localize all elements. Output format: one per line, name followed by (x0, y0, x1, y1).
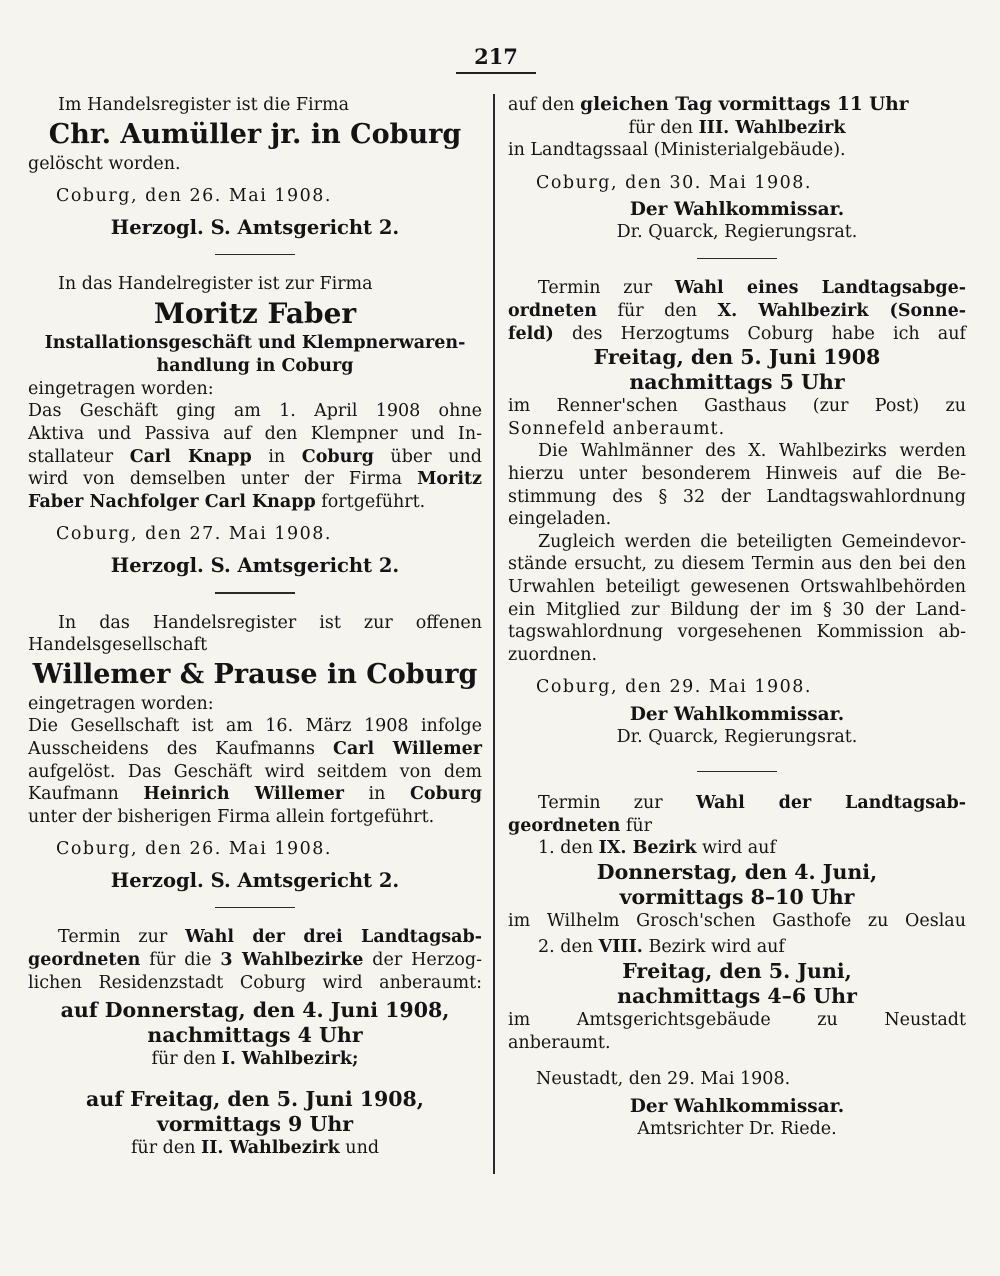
election-district: für den I. Wahlbezirk; (151, 1049, 359, 1070)
notice-text: Die Wahlmänner des X. Wahlbezirks werden (538, 441, 966, 462)
notice-date: Coburg, den 27. Mai 1908. (56, 524, 332, 545)
firm-subtitle: Installationsgeschäft und Klempnerwaren- (44, 332, 466, 353)
election-date: auf Donnerstag, den 4. Juni 1908, (60, 998, 450, 1023)
notice-date: Coburg, den 30. Mai 1908. (536, 172, 812, 193)
commissioner-name: Dr. Quarck, Regierungsrat. (616, 222, 858, 243)
notice-text: stallateur Carl Knapp in Coburg über und (28, 446, 482, 467)
separator (697, 258, 777, 260)
firm-name: Willemer & Prause in Coburg (32, 658, 478, 690)
court-signature: Herzogl. S. Amtsgericht 2. (110, 554, 400, 578)
notice-date: Coburg, den 26. Mai 1908. (56, 186, 332, 207)
firm-name: Chr. Aumüller jr. in Coburg (48, 118, 462, 150)
left-column (28, 94, 482, 1159)
notice-text: auf den gleichen Tag vormittags 11 Uhr (508, 94, 909, 115)
notice-willemer (28, 612, 482, 893)
notice-text: stimmung des § 32 der Landtagswahlordnung (508, 486, 966, 507)
notice-text: zuordnen. (508, 644, 598, 665)
person-name: Carl Knapp (129, 446, 252, 467)
notice-sonnefeld (508, 277, 966, 748)
notice-text: Handelsgesellschaft (28, 635, 208, 656)
notice-text: Termin zur Wahl der Landtagsab- (538, 793, 966, 814)
notice-text: Ausscheidens des Kaufmanns Carl Willemer (28, 738, 482, 759)
notice-landtag-districts (508, 792, 966, 1140)
notice-continuation (508, 94, 966, 244)
notice-text: eingetragen worden: (28, 693, 214, 714)
commissioner-title: Der Wahlkommissar. (629, 199, 845, 221)
notice-text: feld) des Herzogtums Coburg habe ich auf (508, 323, 966, 344)
commissioner-title: Der Wahlkommissar. (629, 1095, 845, 1117)
notice-date: Coburg, den 26. Mai 1908. (56, 839, 332, 860)
place-name: Coburg (409, 784, 482, 805)
notice-text: In das Handelsregister ist zur offenen (58, 612, 482, 633)
election-time: vormittags 9 Uhr (156, 1111, 354, 1136)
notice-aumueller (28, 94, 482, 240)
person-name: Heinrich Willemer (143, 784, 345, 805)
firm-subtitle: handlung in Coburg (156, 355, 354, 376)
election-district: für den II. Wahlbezirk und (130, 1137, 380, 1158)
notice-text: lichen Residenzstadt Coburg wird anberaumt: (28, 972, 482, 993)
notice-text: unter der bisherigen Firma allein fortgeführt. (28, 806, 435, 827)
notice-text: ein Mitglied zur Bildung der im § 30 der Land- (508, 599, 966, 620)
page-number-rule (456, 72, 536, 74)
notice-text: Zugleich werden die beteiligten Gemeindevor- (538, 531, 966, 552)
notice-text: eingeladen. (508, 509, 612, 530)
firm-name: Moritz Faber (153, 296, 357, 330)
commissioner-name: Dr. Quarck, Regierungsrat. (616, 726, 858, 747)
notice-text: Im Handelsregister ist die Firma (58, 95, 350, 115)
separator (215, 592, 295, 594)
notice-text: gelöscht worden. (28, 153, 181, 174)
notice-text: aufgelöst. Das Geschäft wird seitdem von dem (28, 761, 482, 782)
election-time: nachmittags 4–6 Uhr (617, 984, 857, 1009)
notice-text: Termin zur Wahl der drei Landtagsab- (58, 927, 482, 948)
election-district: für den III. Wahlbezirk (628, 117, 846, 138)
notice-text: 1. den IX. Bezirk wird auf (538, 838, 776, 859)
notice-text: wird von demselben unter der Firma Moritz (28, 469, 482, 490)
firm-name-inline: Moritz (417, 469, 482, 490)
notice-text: Faber Nachfolger Carl Knapp fortgeführt. (28, 491, 426, 512)
notice-text: im Renner'schen Gasthaus (zur Post) zu (508, 396, 966, 417)
election-date: Freitag, den 5. Juni 1908 (593, 345, 881, 370)
separator (215, 907, 295, 909)
notice-text: In das Handelregister ist zur Firma (58, 274, 373, 295)
column-divider (493, 94, 495, 1174)
notice-text: Die Gesellschaft ist am 16. März 1908 infolge (28, 716, 482, 737)
court-signature: Herzogl. S. Amtsgericht 2. (110, 215, 400, 239)
notice-text: geordneten für (508, 815, 652, 836)
notice-text: 2. den VIII. Bezirk wird auf (538, 937, 785, 958)
right-column (508, 94, 966, 1140)
notice-text: Aktiva und Passiva auf den Klempner und In- (28, 424, 482, 445)
election-time: nachmittags 5 Uhr (629, 370, 845, 395)
election-date: auf Freitag, den 5. Juni 1908, (86, 1086, 424, 1111)
notice-text: eingetragen worden: (28, 378, 214, 399)
commissioner-name: Amtsrichter Dr. Riede. (637, 1118, 837, 1139)
person-name: Carl Willemer (333, 738, 482, 759)
election-date: Freitag, den 5. Juni, (622, 959, 852, 984)
notice-text: in Landtagssaal (Ministerialgebäude). (508, 140, 846, 161)
notice-landtag-coburg (28, 926, 482, 1159)
place-name: Coburg (301, 446, 374, 467)
notice-text: geordneten für die 3 Wahlbezirke der Herzog- (28, 949, 482, 970)
court-signature: Herzogl. S. Amtsgericht 2. (110, 868, 400, 892)
notice-faber (28, 273, 482, 578)
notice-text: im Amtsgerichtsgebäude zu Neustadt (508, 1010, 966, 1031)
notice-text: im Wilhelm Grosch'schen Gasthofe zu Oeslau (508, 910, 966, 931)
separator (215, 254, 295, 256)
election-date: Donnerstag, den 4. Juni, (596, 859, 878, 884)
page-number: 217 (474, 44, 518, 69)
notice-text: Urwahlen beteiligt gewesenen Ortswahlbehörden (508, 577, 966, 597)
firm-name-inline: Faber Nachfolger Carl Knapp (28, 491, 316, 512)
notice-text: hierzu unter besonderem Hinweis auf die Be- (508, 464, 966, 485)
separator (697, 771, 777, 773)
notice-date: Coburg, den 29. Mai 1908. (536, 677, 812, 698)
notice-text: tagswahlordnung vorgesehenen Kommission ab- (508, 622, 966, 643)
notice-text: Das Geschäft ging am 1. April 1908 ohne (28, 401, 482, 422)
notice-text: Sonnefeld anberaumt. (508, 418, 726, 439)
notice-text: stände ersucht, zu diesem Termin aus den bei den (508, 554, 966, 575)
notice-text: ordneten für den X. Wahlbezirk (Sonne- (508, 301, 966, 322)
commissioner-title: Der Wahlkommissar. (629, 703, 845, 725)
election-time: nachmittags 4 Uhr (147, 1023, 363, 1048)
notice-text: anberaumt. (508, 1032, 611, 1053)
notice-text: Kaufmann Heinrich Willemer in Coburg (28, 784, 482, 805)
notice-date: Neustadt, den 29. Mai 1908. (536, 1069, 791, 1090)
election-time: vormittags 8–10 Uhr (619, 884, 855, 909)
notice-text: Termin zur Wahl eines Landtagsabge- (538, 278, 967, 299)
